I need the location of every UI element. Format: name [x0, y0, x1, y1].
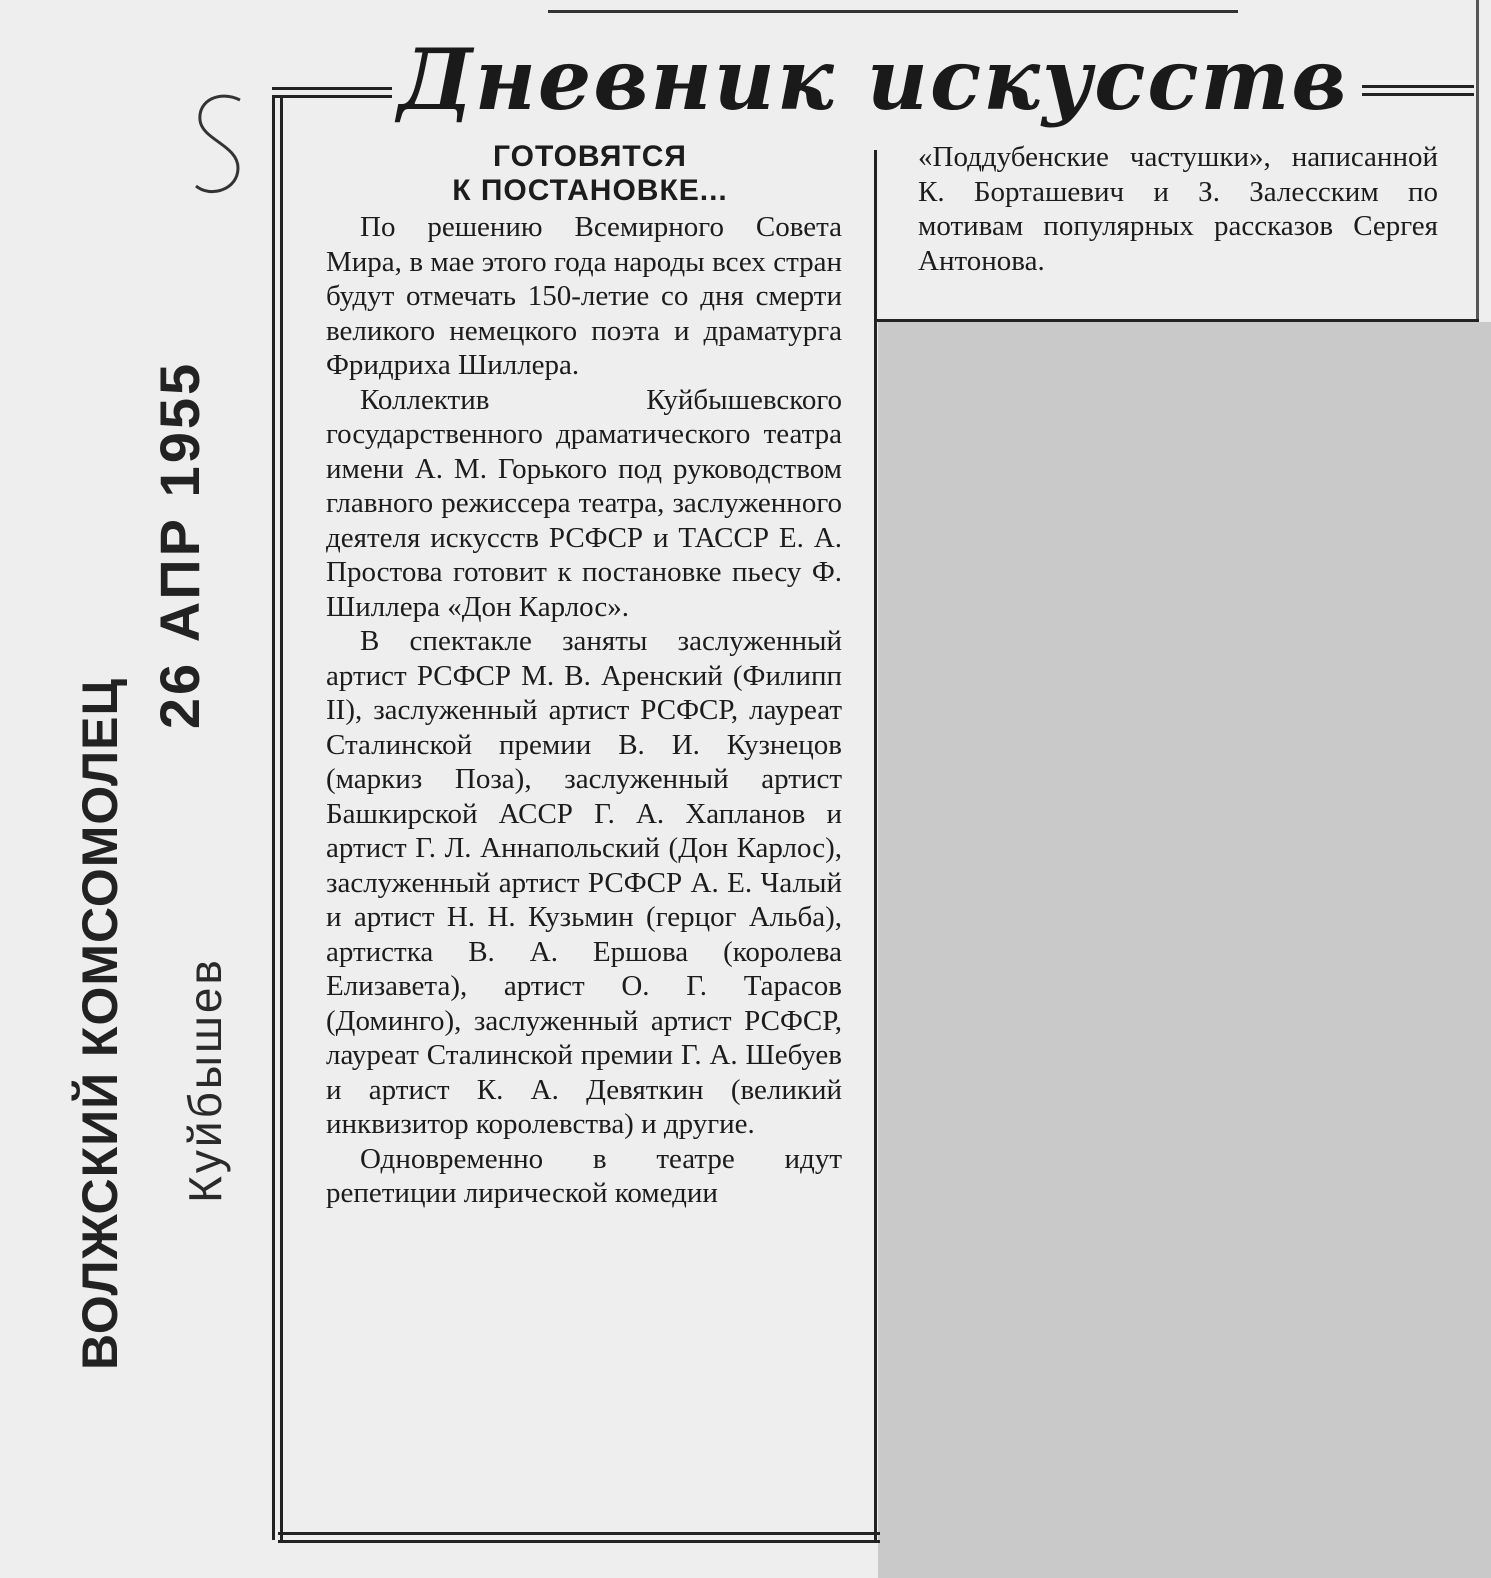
column-divider [874, 150, 877, 1540]
city-stamp: Куйбышев [179, 957, 231, 1203]
article-title-line-1: ГОТОВЯТСЯ [493, 140, 687, 173]
paragraph-3: В спектакле заняты заслуженный артист РСФСР М. В. Аренский (Филипп II), заслуженный артист РСФСР, лауреат Сталинской премии В. И. Кузнецов (маркиз Поза), заслуженный артист Башкирской АССР Г. А. Хапланов и артист Г. Л. Аннапольский (Дон Карлос), заслуженный артист РСФСР А. Е. Чалый и артист Н. Н. Кузьмин (герцог Альба), артистка В. А. Ершова (королева Елизавета), артист О. Г. Тарасов (Доминго), заслуженный артист РСФСР, лауреат Сталинской премии Г. А. Шебуев и артист К. А. Девяткин (великий инквизитор королевства) и другие. [326, 625, 842, 1140]
article-title-line-2: К ПОСТАНОВКЕ... [452, 174, 728, 207]
frame-left-rule-2 [280, 95, 283, 1540]
header-rule-left-2 [272, 95, 392, 98]
section-header-title: Дневник искусств [398, 30, 1349, 129]
frame-bottom-rule-2 [278, 1540, 880, 1543]
clipping-top-edge [548, 10, 1238, 13]
article-column-1 [326, 210, 842, 1211]
paragraph-2: Коллектив Куйбышевского государственного драматического театра имени А. М. Горького под руководством главного режиссера театра, заслуженного деятеля искусств РСФСР и ТАССР Е. А. Простова готовит к постановке пьесу Ф. Шиллера «Дон Карлос». [326, 383, 842, 623]
date-stamp: 26 АПР 1955 [148, 360, 211, 730]
header-rule-right-1 [1362, 85, 1474, 88]
article-title [330, 140, 850, 208]
column2-bottom-rule [876, 319, 1479, 322]
paragraph-4: Одновременно в театре идут репетиции лирической комедии [326, 1142, 842, 1209]
paragraph-5: «Поддубенские частушки», написанной К. Борташевич и З. Залесским по мотивам популярных рассказов Сергея Антонова. [918, 141, 1438, 277]
background-area [878, 322, 1491, 1578]
header-rule-right-2 [1362, 93, 1474, 96]
paragraph-1: По решению Всемирного Совета Мира, в мае этого года народы всех стран будут отмечать 150-летие со дня смерти великого немецкого поэта и драматурга Фридриха Шиллера. [326, 211, 842, 381]
handwritten-mark-icon [190, 90, 250, 200]
header-rule-left-1 [272, 87, 392, 90]
frame-left-rule-1 [272, 95, 275, 1540]
frame-bottom-rule-1 [278, 1532, 880, 1535]
publication-stamp: ВОЛЖСКИЙ КОМСОМОЛЕЦ [72, 678, 128, 1370]
article-column-2 [918, 140, 1438, 278]
clipping-right-edge [1476, 0, 1479, 322]
